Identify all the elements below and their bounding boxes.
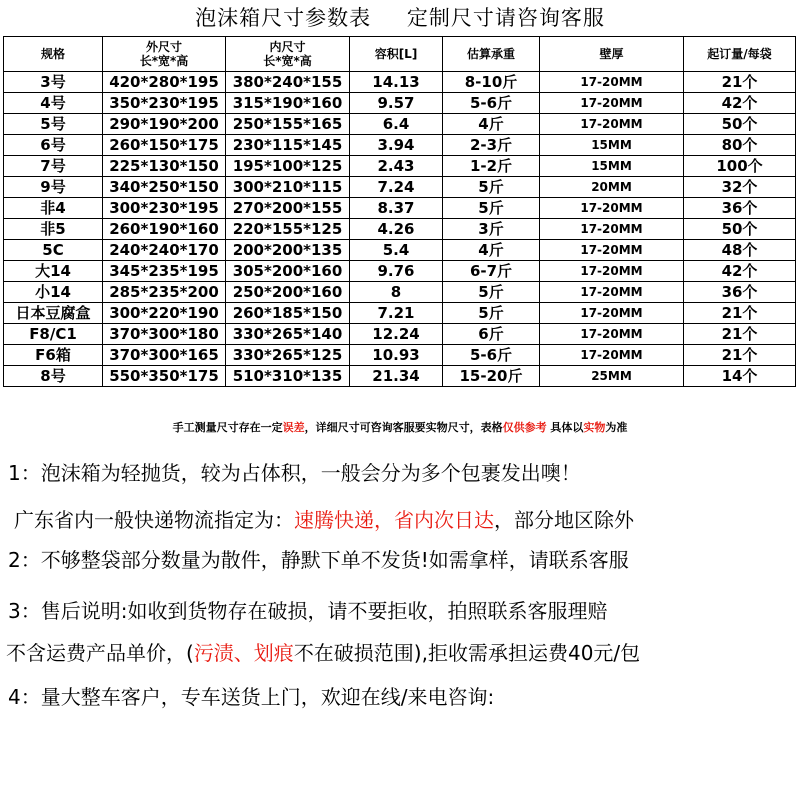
table-cell: 5斤: [443, 198, 540, 219]
header-cell: 外尺寸 长*宽*高: [103, 37, 226, 72]
table-cell: 17-20MM: [540, 72, 684, 93]
info-line-aftersales: [6, 638, 640, 668]
table-cell: 6.4: [350, 114, 443, 135]
table-cell: 5斤: [443, 282, 540, 303]
table-cell: 4.26: [350, 219, 443, 240]
table-cell: 17-20MM: [540, 303, 684, 324]
table-row: [4, 72, 796, 93]
table-cell: 315*190*160: [226, 93, 350, 114]
shipping-text: ，部分地区除外: [494, 508, 634, 532]
header-cell: 内尺寸 长*宽*高: [226, 37, 350, 72]
note-text: ，详细尺寸可咨询客服要实物尺寸，表格: [304, 421, 503, 434]
info-line-1: 1：泡沫箱为轻抛货，较为占体积，一般会分为多个包裹发出噢！: [8, 461, 581, 485]
table-cell: 15-20斤: [443, 366, 540, 387]
table-cell: 300*220*190: [103, 303, 226, 324]
table-row: [4, 156, 796, 177]
table-cell: 300*230*195: [103, 198, 226, 219]
page-title: [0, 2, 800, 34]
table-cell: 17-20MM: [540, 345, 684, 366]
table-cell: 17-20MM: [540, 282, 684, 303]
table-cell: 36个: [684, 282, 796, 303]
info-line-4: 4：量大整车客户，专车送货上门，欢迎在线/来电咨询:: [8, 685, 495, 709]
table-row: [4, 345, 796, 366]
table-cell: 6号: [4, 135, 103, 156]
header-cell: 容积[L]: [350, 37, 443, 72]
note-highlight: 实物: [583, 421, 606, 434]
table-cell: 305*200*160: [226, 261, 350, 282]
title-main: 泡沫箱尺寸参数表: [195, 6, 372, 30]
table-cell: 195*100*125: [226, 156, 350, 177]
table-row: [4, 324, 796, 345]
header-cell: 规格: [4, 37, 103, 72]
table-row: [4, 177, 796, 198]
table-row: [4, 219, 796, 240]
table-cell: 17-20MM: [540, 240, 684, 261]
header-cell: 估算承重: [443, 37, 540, 72]
table-cell: 270*200*155: [226, 198, 350, 219]
table-cell: 12.24: [350, 324, 443, 345]
table-cell: 5斤: [443, 177, 540, 198]
table-cell: 36个: [684, 198, 796, 219]
table-cell: 5-6斤: [443, 93, 540, 114]
table-cell: 290*190*200: [103, 114, 226, 135]
table-cell: 510*310*135: [226, 366, 350, 387]
table-cell: 330*265*125: [226, 345, 350, 366]
table-row: [4, 366, 796, 387]
table-cell: 8号: [4, 366, 103, 387]
table-row: [4, 240, 796, 261]
table-cell: 330*265*140: [226, 324, 350, 345]
table-cell: 17-20MM: [540, 93, 684, 114]
table-cell: 340*250*150: [103, 177, 226, 198]
table-cell: 4斤: [443, 114, 540, 135]
table-cell: 5.4: [350, 240, 443, 261]
info-line-3: 3：售后说明:如收到货物存在破损，请不要拒收，拍照联系客服理赔: [8, 599, 608, 623]
table-cell: 225*130*150: [103, 156, 226, 177]
table-cell: 48个: [684, 240, 796, 261]
header-cell: 壁厚: [540, 37, 684, 72]
table-row: [4, 261, 796, 282]
table-cell: 7.24: [350, 177, 443, 198]
note-text: 为准: [605, 421, 628, 434]
table-cell: 21个: [684, 345, 796, 366]
table-cell: 15MM: [540, 135, 684, 156]
table-cell: 20MM: [540, 177, 684, 198]
table-cell: 17-20MM: [540, 198, 684, 219]
table-cell: 5-6斤: [443, 345, 540, 366]
table-cell: 15MM: [540, 156, 684, 177]
header-cell: 起订量/每袋: [684, 37, 796, 72]
table-cell: 50个: [684, 114, 796, 135]
table-cell: 10.93: [350, 345, 443, 366]
table-cell: 285*235*200: [103, 282, 226, 303]
table-cell: 17-20MM: [540, 261, 684, 282]
table-cell: 9.76: [350, 261, 443, 282]
table-cell: 4斤: [443, 240, 540, 261]
table-cell: 非4: [4, 198, 103, 219]
table-cell: 250*155*165: [226, 114, 350, 135]
table-cell: 8-10斤: [443, 72, 540, 93]
table-cell: F8/C1: [4, 324, 103, 345]
table-cell: 21个: [684, 303, 796, 324]
table-cell: 5斤: [443, 303, 540, 324]
table-cell: 小14: [4, 282, 103, 303]
table-cell: 9.57: [350, 93, 443, 114]
note-highlight: 仅供参考: [502, 421, 547, 434]
table-cell: 370*300*165: [103, 345, 226, 366]
table-cell: 21.34: [350, 366, 443, 387]
title-custom: 定制尺寸请咨询客服: [406, 6, 605, 30]
table-cell: 260*150*175: [103, 135, 226, 156]
table-cell: 260*185*150: [226, 303, 350, 324]
table-row: [4, 135, 796, 156]
table-cell: 230*115*145: [226, 135, 350, 156]
table-cell: 大14: [4, 261, 103, 282]
table-cell: 非5: [4, 219, 103, 240]
table-cell: 6-7斤: [443, 261, 540, 282]
note-text: 具体以: [546, 421, 584, 434]
info-line-shipping: [14, 505, 634, 535]
table-cell: 17-20MM: [540, 324, 684, 345]
table-cell: 21个: [684, 324, 796, 345]
table-cell: 42个: [684, 93, 796, 114]
table-cell: 32个: [684, 177, 796, 198]
table-cell: 2.43: [350, 156, 443, 177]
disclaimer-note: [0, 418, 800, 438]
table-cell: 250*200*160: [226, 282, 350, 303]
table-cell: 8: [350, 282, 443, 303]
table-cell: 370*300*180: [103, 324, 226, 345]
aftersales-text: 不在破损范围),拒收需承担运费40元/包: [293, 641, 641, 665]
table-cell: 25MM: [540, 366, 684, 387]
table-cell: 42个: [684, 261, 796, 282]
aftersales-text: 不含运费产品单价，(: [6, 641, 194, 665]
table-cell: 80个: [684, 135, 796, 156]
spec-table: [3, 36, 796, 387]
table-cell: 200*200*135: [226, 240, 350, 261]
shipping-text: 广东省内一般快递物流指定为：: [14, 508, 294, 532]
table-cell: F6箱: [4, 345, 103, 366]
table-cell: 14个: [684, 366, 796, 387]
aftersales-highlight: 污渍、划痕: [193, 641, 294, 665]
table-cell: 9号: [4, 177, 103, 198]
table-row: [4, 93, 796, 114]
table-row: [4, 114, 796, 135]
table-cell: 420*280*195: [103, 72, 226, 93]
table-cell: 5C: [4, 240, 103, 261]
table-row: [4, 303, 796, 324]
table-cell: 345*235*195: [103, 261, 226, 282]
table-cell: 7.21: [350, 303, 443, 324]
table-cell: 3斤: [443, 219, 540, 240]
table-cell: 2-3斤: [443, 135, 540, 156]
table-cell: 17-20MM: [540, 114, 684, 135]
note-highlight: 误差: [282, 421, 305, 434]
table-cell: 3.94: [350, 135, 443, 156]
table-row: [4, 198, 796, 219]
table-row: [4, 282, 796, 303]
table-cell: 1-2斤: [443, 156, 540, 177]
table-cell: 240*240*170: [103, 240, 226, 261]
table-cell: 14.13: [350, 72, 443, 93]
table-cell: 日本豆腐盒: [4, 303, 103, 324]
table-cell: 21个: [684, 72, 796, 93]
table-cell: 350*230*195: [103, 93, 226, 114]
table-cell: 17-20MM: [540, 219, 684, 240]
table-cell: 300*210*115: [226, 177, 350, 198]
info-line-2: 2：不够整袋部分数量为散件，静默下单不发货!如需拿样，请联系客服: [8, 548, 629, 572]
table-cell: 8.37: [350, 198, 443, 219]
table-cell: 4号: [4, 93, 103, 114]
table-cell: 550*350*175: [103, 366, 226, 387]
table-cell: 260*190*160: [103, 219, 226, 240]
table-cell: 7号: [4, 156, 103, 177]
table-cell: 380*240*155: [226, 72, 350, 93]
note-text: 手工测量尺寸存在一定: [172, 421, 283, 434]
table-cell: 220*155*125: [226, 219, 350, 240]
table-cell: 5号: [4, 114, 103, 135]
table-cell: 6斤: [443, 324, 540, 345]
table-cell: 100个: [684, 156, 796, 177]
table-header-row: [4, 37, 796, 72]
table-cell: 3号: [4, 72, 103, 93]
shipping-highlight: 速腾快递，省内次日达: [294, 508, 494, 532]
table-cell: 50个: [684, 219, 796, 240]
